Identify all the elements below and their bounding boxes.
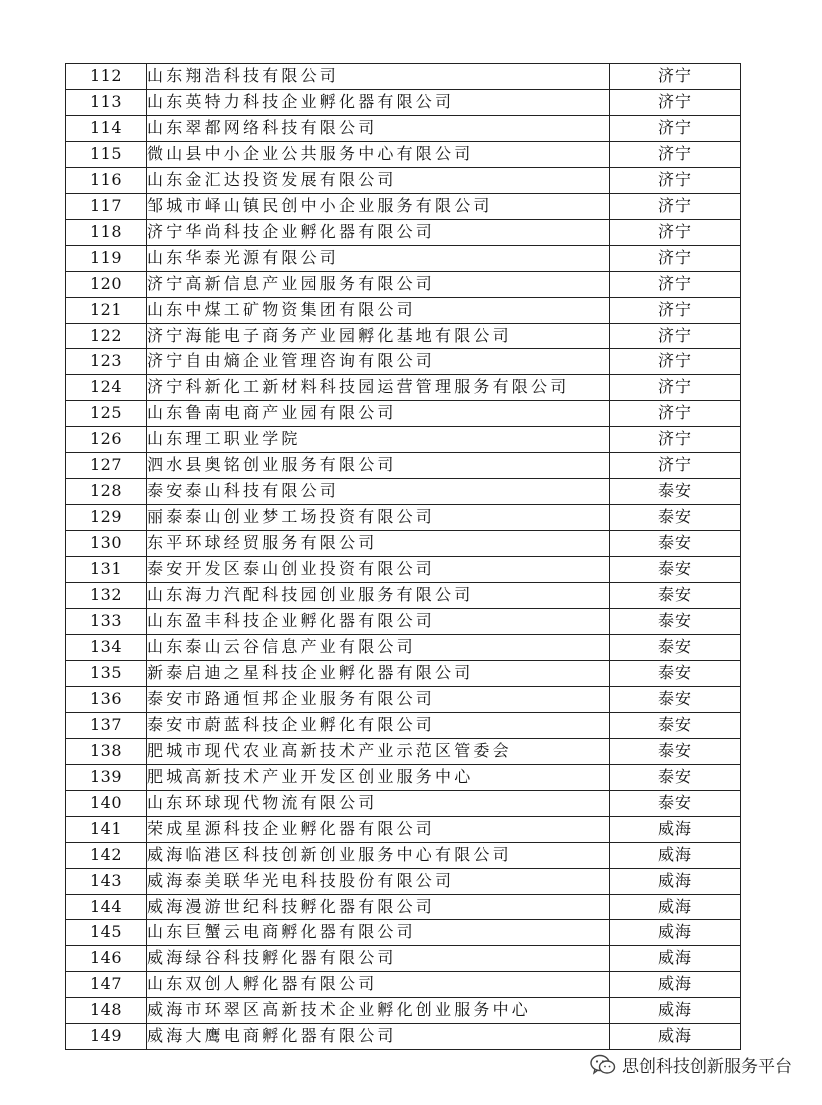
company-name: 山东鲁南电商产业园有限公司	[147, 401, 610, 427]
company-name: 泰安市路通恒邦企业服务有限公司	[147, 686, 610, 712]
table-row	[66, 868, 741, 894]
row-number: 140	[66, 790, 147, 816]
company-name: 山东华泰光源有限公司	[147, 245, 610, 271]
city-name: 济宁	[610, 89, 741, 115]
company-name: 山东翠都网络科技有限公司	[147, 115, 610, 141]
row-number: 130	[66, 531, 147, 557]
table-row	[66, 557, 741, 583]
row-number: 149	[66, 1024, 147, 1050]
table-row	[66, 245, 741, 271]
company-name: 泗水县奥铭创业服务有限公司	[147, 453, 610, 479]
row-number: 129	[66, 505, 147, 531]
table-row	[66, 972, 741, 998]
row-number: 134	[66, 634, 147, 660]
table-row	[66, 89, 741, 115]
table-row	[66, 167, 741, 193]
city-name: 威海	[610, 868, 741, 894]
city-name: 济宁	[610, 115, 741, 141]
city-name: 威海	[610, 920, 741, 946]
city-name: 威海	[610, 842, 741, 868]
company-name: 济宁华尚科技企业孵化器有限公司	[147, 219, 610, 245]
city-name: 泰安	[610, 557, 741, 583]
table-row	[66, 141, 741, 167]
company-name: 威海漫游世纪科技孵化器有限公司	[147, 894, 610, 920]
row-number: 135	[66, 660, 147, 686]
company-name: 山东金汇达投资发展有限公司	[147, 167, 610, 193]
city-name: 泰安	[610, 790, 741, 816]
company-name: 微山县中小企业公共服务中心有限公司	[147, 141, 610, 167]
city-name: 泰安	[610, 479, 741, 505]
company-name: 泰安开发区泰山创业投资有限公司	[147, 557, 610, 583]
city-name: 威海	[610, 1024, 741, 1050]
company-name: 济宁科新化工新材料科技园运营管理服务有限公司	[147, 375, 610, 401]
row-number: 146	[66, 946, 147, 972]
company-name: 山东理工职业学院	[147, 427, 610, 453]
table-row	[66, 375, 741, 401]
company-name: 泰安市蔚蓝科技企业孵化有限公司	[147, 712, 610, 738]
company-name: 山东翔浩科技有限公司	[147, 64, 610, 90]
row-number: 122	[66, 323, 147, 349]
table-row	[66, 816, 741, 842]
row-number: 113	[66, 89, 147, 115]
city-name: 威海	[610, 998, 741, 1024]
row-number: 147	[66, 972, 147, 998]
table-row	[66, 946, 741, 972]
city-name: 泰安	[610, 505, 741, 531]
row-number: 141	[66, 816, 147, 842]
city-name: 威海	[610, 894, 741, 920]
table-row	[66, 764, 741, 790]
row-number: 145	[66, 920, 147, 946]
city-name: 济宁	[610, 271, 741, 297]
table-row	[66, 479, 741, 505]
table-row	[66, 349, 741, 375]
table-row	[66, 323, 741, 349]
city-name: 泰安	[610, 764, 741, 790]
company-name: 山东环球现代物流有限公司	[147, 790, 610, 816]
table-row	[66, 609, 741, 635]
row-number: 118	[66, 219, 147, 245]
company-name: 新泰启迪之星科技企业孵化器有限公司	[147, 660, 610, 686]
company-name: 山东海力汽配科技园创业服务有限公司	[147, 583, 610, 609]
city-name: 济宁	[610, 193, 741, 219]
table-row	[66, 115, 741, 141]
table-row	[66, 64, 741, 90]
city-name: 济宁	[610, 323, 741, 349]
row-number: 131	[66, 557, 147, 583]
company-name: 山东盈丰科技企业孵化器有限公司	[147, 609, 610, 635]
city-name: 济宁	[610, 245, 741, 271]
row-number: 137	[66, 712, 147, 738]
table-row	[66, 920, 741, 946]
row-number: 127	[66, 453, 147, 479]
table-row	[66, 505, 741, 531]
incubator-list-table-wrap	[65, 63, 738, 1050]
city-name: 泰安	[610, 712, 741, 738]
table-row	[66, 427, 741, 453]
company-name: 山东英特力科技企业孵化器有限公司	[147, 89, 610, 115]
row-number: 126	[66, 427, 147, 453]
table-row	[66, 219, 741, 245]
row-number: 123	[66, 349, 147, 375]
row-number: 121	[66, 297, 147, 323]
company-name: 山东泰山云谷信息产业有限公司	[147, 634, 610, 660]
row-number: 128	[66, 479, 147, 505]
city-name: 泰安	[610, 660, 741, 686]
table-row	[66, 531, 741, 557]
row-number: 132	[66, 583, 147, 609]
table-row	[66, 583, 741, 609]
company-name: 山东巨蟹云电商孵化器有限公司	[147, 920, 610, 946]
city-name: 泰安	[610, 531, 741, 557]
table-row	[66, 401, 741, 427]
city-name: 济宁	[610, 167, 741, 193]
company-name: 威海临港区科技创新创业服务中心有限公司	[147, 842, 610, 868]
row-number: 144	[66, 894, 147, 920]
company-name: 肥城市现代农业高新技术产业示范区管委会	[147, 738, 610, 764]
company-name: 丽泰泰山创业梦工场投资有限公司	[147, 505, 610, 531]
table-row	[66, 712, 741, 738]
company-name: 山东双创人孵化器有限公司	[147, 972, 610, 998]
company-name: 威海绿谷科技孵化器有限公司	[147, 946, 610, 972]
table-body	[66, 64, 741, 1050]
table-row	[66, 297, 741, 323]
row-number: 143	[66, 868, 147, 894]
table-row	[66, 686, 741, 712]
table-row	[66, 842, 741, 868]
city-name: 泰安	[610, 609, 741, 635]
city-name: 济宁	[610, 427, 741, 453]
city-name: 泰安	[610, 634, 741, 660]
row-number: 148	[66, 998, 147, 1024]
company-name: 山东中煤工矿物资集团有限公司	[147, 297, 610, 323]
company-name: 威海泰美联华光电科技股份有限公司	[147, 868, 610, 894]
row-number: 112	[66, 64, 147, 90]
city-name: 济宁	[610, 297, 741, 323]
company-name: 荣成星源科技企业孵化器有限公司	[147, 816, 610, 842]
row-number: 133	[66, 609, 147, 635]
row-number: 138	[66, 738, 147, 764]
company-name: 邹城市峄山镇民创中小企业服务有限公司	[147, 193, 610, 219]
wechat-icon	[590, 1054, 616, 1076]
city-name: 泰安	[610, 583, 741, 609]
table-row	[66, 660, 741, 686]
company-name: 济宁自由熵企业管理咨询有限公司	[147, 349, 610, 375]
watermark	[586, 1050, 796, 1079]
table-row	[66, 790, 741, 816]
company-name: 威海市环翠区高新技术企业孵化创业服务中心	[147, 998, 610, 1024]
company-name: 济宁高新信息产业园服务有限公司	[147, 271, 610, 297]
watermark-text: 思创科技创新服务平台	[622, 1057, 792, 1077]
table-row	[66, 894, 741, 920]
row-number: 139	[66, 764, 147, 790]
city-name: 济宁	[610, 453, 741, 479]
company-name: 济宁海能电子商务产业园孵化基地有限公司	[147, 323, 610, 349]
city-name: 济宁	[610, 349, 741, 375]
row-number: 119	[66, 245, 147, 271]
city-name: 济宁	[610, 401, 741, 427]
city-name: 济宁	[610, 375, 741, 401]
table-row	[66, 1024, 741, 1050]
table-row	[66, 738, 741, 764]
table-row	[66, 271, 741, 297]
city-name: 泰安	[610, 686, 741, 712]
city-name: 泰安	[610, 738, 741, 764]
city-name: 威海	[610, 816, 741, 842]
row-number: 136	[66, 686, 147, 712]
city-name: 威海	[610, 972, 741, 998]
row-number: 142	[66, 842, 147, 868]
city-name: 济宁	[610, 219, 741, 245]
incubator-list-table	[65, 63, 741, 1050]
city-name: 威海	[610, 946, 741, 972]
row-number: 124	[66, 375, 147, 401]
row-number: 115	[66, 141, 147, 167]
company-name: 东平环球经贸服务有限公司	[147, 531, 610, 557]
city-name: 济宁	[610, 141, 741, 167]
row-number: 120	[66, 271, 147, 297]
row-number: 116	[66, 167, 147, 193]
row-number: 117	[66, 193, 147, 219]
row-number: 125	[66, 401, 147, 427]
table-row	[66, 634, 741, 660]
table-row	[66, 453, 741, 479]
city-name: 济宁	[610, 64, 741, 90]
company-name: 泰安泰山科技有限公司	[147, 479, 610, 505]
table-row	[66, 998, 741, 1024]
company-name: 肥城高新技术产业开发区创业服务中心	[147, 764, 610, 790]
company-name: 威海大鹰电商孵化器有限公司	[147, 1024, 610, 1050]
row-number: 114	[66, 115, 147, 141]
table-row	[66, 193, 741, 219]
